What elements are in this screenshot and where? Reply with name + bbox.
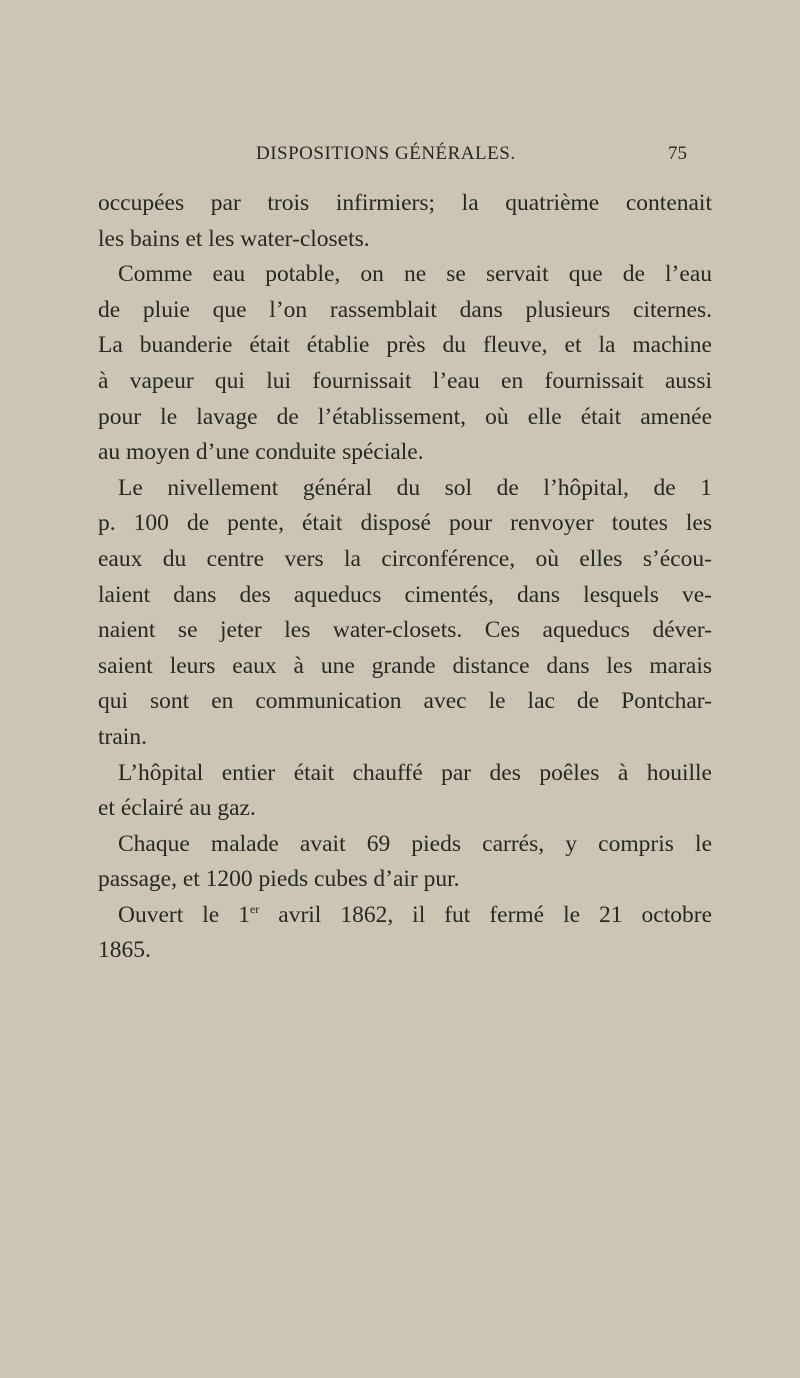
text-line: laient dans des aqueducs cimentés, dans lesquels ve- (98, 581, 712, 608)
text-line: Chaque malade avait 69 pieds carrés, y compris le (118, 830, 712, 857)
text-line: passage, et 1200 pieds cubes d’air pur. (98, 866, 460, 893)
ordinal-superscript: er (249, 902, 260, 917)
text-line: eaux du centre vers la circonférence, où elles s’écou- (98, 545, 712, 572)
text-line: train. (98, 723, 147, 750)
body-text (98, 186, 712, 969)
text-line: saient leurs eaux à une grande distance dans les marais (98, 652, 712, 679)
running-title: DISPOSITIONS GÉNÉRALES. (256, 143, 516, 164)
text-line: L’hôpital entier était chauffé par des poêles à houille (118, 759, 712, 786)
page-number: 75 (668, 143, 687, 164)
text-line: les bains et les water-closets. (98, 225, 370, 252)
text-line: La buanderie était établie près du fleuve, et la machine (98, 332, 712, 359)
text-line: Le nivellement général du sol de l’hôpital, de 1 (118, 474, 712, 501)
text-line: pour le lavage de l’établissement, où elle était amenée (98, 403, 712, 430)
text-line: occupées par trois infirmiers; la quatrième contenait (98, 190, 712, 216)
text-line: qui sont en communication avec le lac de Pontchar- (98, 688, 712, 715)
text-line (98, 898, 712, 934)
text-line: p. 100 de pente, était disposé pour renvoyer toutes les (98, 510, 712, 537)
page-header (256, 143, 687, 171)
text-line: et éclairé au gaz. (98, 795, 256, 822)
text-line: naient se jeter les water-closets. Ces aqueducs déver- (98, 617, 712, 644)
text-line: au moyen d’une conduite spéciale. (98, 439, 424, 466)
text-line: de pluie que l’on rassemblait dans plusieurs citernes. (98, 296, 712, 323)
text-line: Comme eau potable, on ne se servait que de l’eau (118, 261, 712, 288)
text-fragment: Ouvert le 1 (118, 901, 250, 928)
text-line: à vapeur qui lui fournissait l’eau en fournissait aussi (98, 367, 712, 394)
text-line: 1865. (98, 937, 151, 964)
text-fragment: avril 1862, il fut fermé le 21 octobre (259, 901, 712, 928)
